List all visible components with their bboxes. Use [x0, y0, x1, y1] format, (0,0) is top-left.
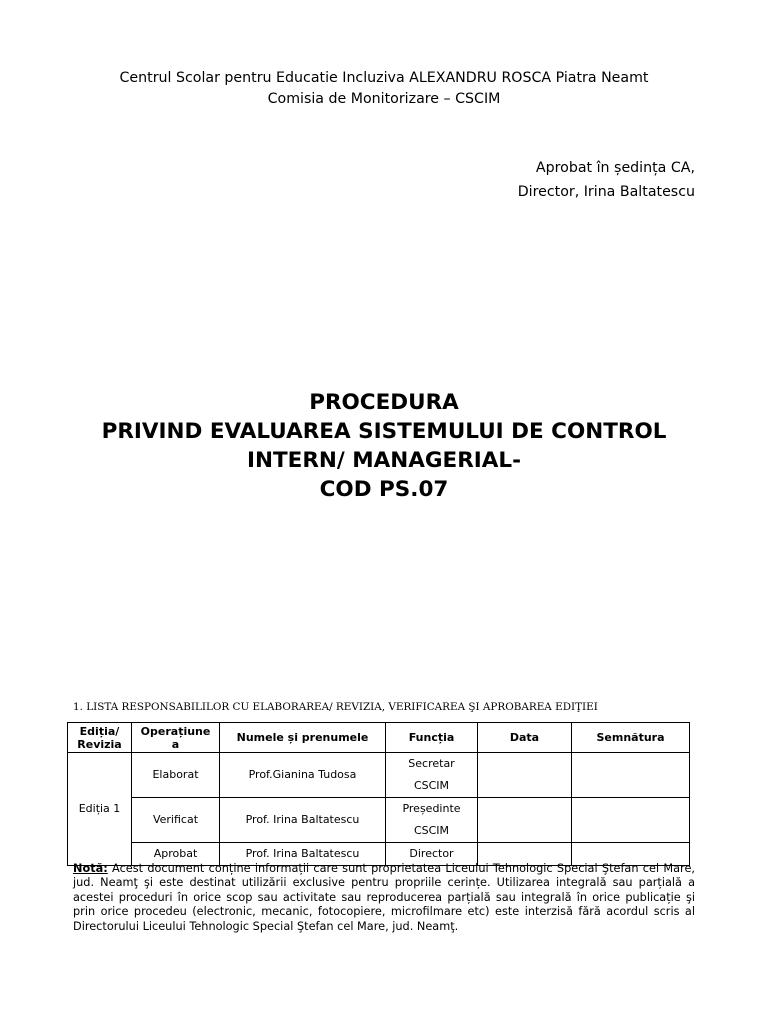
director-line: Director, Irina Baltatescu — [517, 184, 695, 200]
title-line-1: PROCEDURA — [309, 390, 459, 415]
operatiune-cell: Aprobat — [132, 843, 220, 866]
operatiune-cell: Elaborat — [132, 753, 220, 798]
data-cell — [478, 753, 572, 798]
edition-cell: Ediția 1 — [68, 753, 132, 866]
approval-line: Aprobat în ședința CA, — [535, 160, 695, 176]
responsibles-table — [67, 722, 690, 866]
functia-cell: Președinte CSCIM — [386, 798, 478, 843]
header-nume: Numele și prenumele — [220, 723, 386, 753]
procedure-title — [0, 388, 768, 504]
section-title: 1. LISTA RESPONSABILILOR CU ELABORAREA/ REVIZIA, VERIFICAREA ŞI APROBAREA EDIŢIEI — [73, 701, 598, 713]
functia-cell: Director — [386, 843, 478, 866]
confidentiality-note — [73, 862, 695, 934]
commission-name: Comisia de Monitorizare – CSCIM — [267, 91, 501, 107]
header-operatiune: Operațiune a — [132, 723, 220, 753]
note-text: Acest document conține informații care sunt proprietatea Liceului Tehnologic Special Ştefan cel Mare, jud. Neamţ şi este destinat utilizării exclusive pentru propriile cerințe. Utilizarea integrală sau parțială a acestei proceduri în orice scop sau activitate sau reproducerea parțială sau integrală în orice publicație şi prin orice procedeu (electronic, mecanic, fotocopiere, microfilmare etc) este interzisă fără acordul scris al Directorului Liceului Tehnologic Special Ştefan cel Mare, jud. Neamţ. — [73, 862, 695, 933]
table-header-row — [68, 723, 690, 753]
header-functia: Funcția — [386, 723, 478, 753]
title-line-2: PRIVIND EVALUAREA SISTEMULUI DE CONTROL — [101, 419, 667, 444]
nume-cell: Prof. Irina Baltatescu — [220, 843, 386, 866]
approval-block — [518, 156, 695, 204]
note-label: Notă: — [73, 862, 108, 875]
institution-header — [0, 68, 768, 110]
title-line-4: COD PS.07 — [319, 477, 449, 502]
semnatura-cell — [572, 753, 690, 798]
title-line-3: INTERN/ MANAGERIAL- — [246, 448, 522, 473]
functia-cell: Secretar CSCIM — [386, 753, 478, 798]
operatiune-cell: Verificat — [132, 798, 220, 843]
nume-cell: Prof.Gianina Tudosa — [220, 753, 386, 798]
institution-name: Centrul Scolar pentru Educatie Incluziva ALEXANDRU ROSCA Piatra Neamt — [119, 70, 649, 86]
header-semnatura: Semnătura — [572, 723, 690, 753]
header-data: Data — [478, 723, 572, 753]
semnatura-cell — [572, 798, 690, 843]
table-row — [68, 753, 690, 798]
table-row — [68, 798, 690, 843]
data-cell — [478, 798, 572, 843]
header-editia: Ediția/ Revizia — [68, 723, 132, 753]
nume-cell: Prof. Irina Baltatescu — [220, 798, 386, 843]
